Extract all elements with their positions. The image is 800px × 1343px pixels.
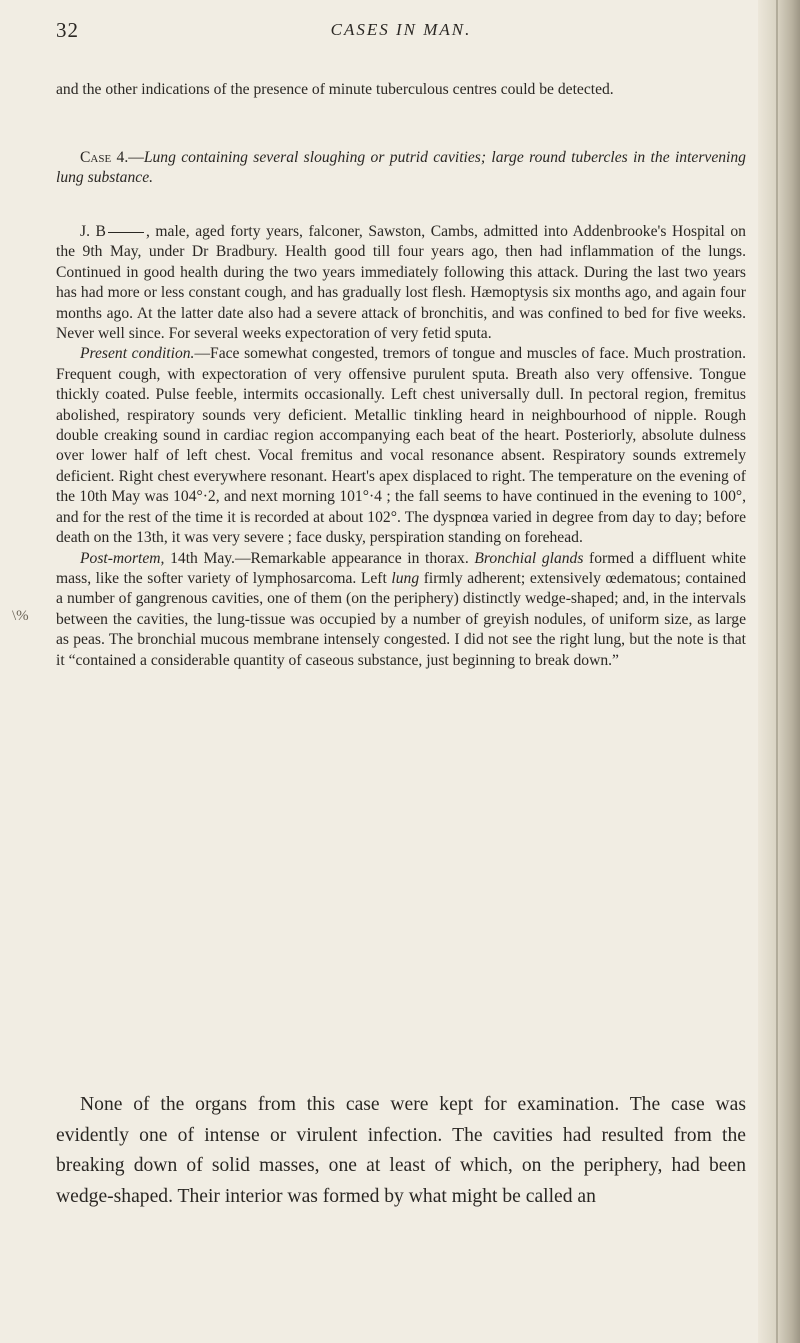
present-condition bbox=[56, 344, 746, 548]
post-mortem-text: 14th May.—Remarkable appearance in thorax. bbox=[164, 549, 475, 567]
case-history bbox=[56, 222, 746, 344]
present-condition-text: —Face somewhat congested, tremors of tongue and muscles of face. Much prostration. Frequent cough, with expectoration of very offensive purulent sputa. Breath also very offensive. Tongue thickly coated. Pulse feeble, intermits occasionally. Left chest universally dull. In pectoral region, fremitus abolished, respiratory sounds very deficient. Metallic tinkling heard in neighbourhood of nipple. Rough double creaking sound in cardiac region accompanying each beat of the heart. Posteriorly, absolute dulness over lower half of left chest. Vocal fremitus and vocal resonance absent. Respiratory sounds extremely deficient. Right chest everywhere resonant. Heart's apex displaced to right. The temperature on the evening of the 10th May was 104°·2, and next morning 101°·4 ; the fall seems to have continued in the evening to 100°, and for the rest of the time it is recorded at about 102°. The dyspnœa varied in degree from day to day; before death on the 13th, it was very severe ; face dusky, perspiration standing on forehead. bbox=[56, 345, 746, 547]
bronchial-glands-text: formed a diffluent white mass, like the softer variety of lymphosarcoma. Left bbox=[56, 549, 746, 587]
binding-edge bbox=[776, 0, 778, 1343]
opening-paragraph: and the other indications of the presence of minute tuberculous centres could be detected. bbox=[56, 81, 614, 98]
case-body bbox=[56, 222, 746, 671]
case-label: Case 4. bbox=[80, 149, 129, 166]
post-mortem bbox=[56, 549, 746, 671]
page-number: 32 bbox=[56, 18, 79, 42]
running-title: CASES IN MAN. bbox=[330, 20, 472, 39]
case-dash: — bbox=[128, 149, 144, 166]
post-mortem-label: Post-mortem, bbox=[80, 549, 165, 567]
page-header bbox=[56, 18, 746, 48]
case-heading bbox=[56, 148, 746, 189]
lung-label: lung bbox=[391, 569, 420, 587]
patient-initials: J. B bbox=[80, 223, 106, 240]
bronchial-glands-label: Bronchial glands bbox=[474, 549, 584, 567]
page-gutter-shadow bbox=[758, 0, 800, 1343]
name-dash bbox=[108, 232, 144, 233]
history-text: , male, aged forty years, falconer, Sawston, Cambs, admitted into Addenbrooke's Hospital on the 9th May, under Dr Bradbury. Health good till four years ago, then had inflammation of the lungs. Continued in good health during the two years immediately following this attack. During the last two years has had more or less constant cough, and has gradually lost flesh. Hæmoptysis six months ago, and again four months ago. At the latter date also had a severe attack of bronchitis, and was confined to bed for five weeks. Never well since. For several weeks expectoration of very fetid sputa. bbox=[56, 223, 746, 343]
lung-text: firmly adherent; extensively œdematous; contained a number of gangrenous cavities, one of them (on the periphery) distinctly wedge-shaped; and, in the intervals between the cavities, the lung-tissue was occupied by a number of greyish nodules, of uniform size, as large as peas. The bronchial mucous membrane intensely congested. I did not see the right lung, but the note is that it “contained a considerable quantity of caseous substance, just beginning to break down.” bbox=[56, 569, 746, 669]
conclusion-paragraph: None of the organs from this case were kept for examination. The case was evidently one of intense or virulent infection. The cavities had resulted from the breaking down of solid masses, one at least of which, on the periphery, had been wedge-shaped. Their interior was formed by what might be called an bbox=[56, 1094, 746, 1207]
margin-mark: \% bbox=[12, 608, 29, 624]
case-title: Lung containing several sloughing or putrid cavities; large round tubercles in the intervening lung substance. bbox=[56, 149, 746, 187]
present-condition-label: Present condition. bbox=[80, 345, 195, 363]
